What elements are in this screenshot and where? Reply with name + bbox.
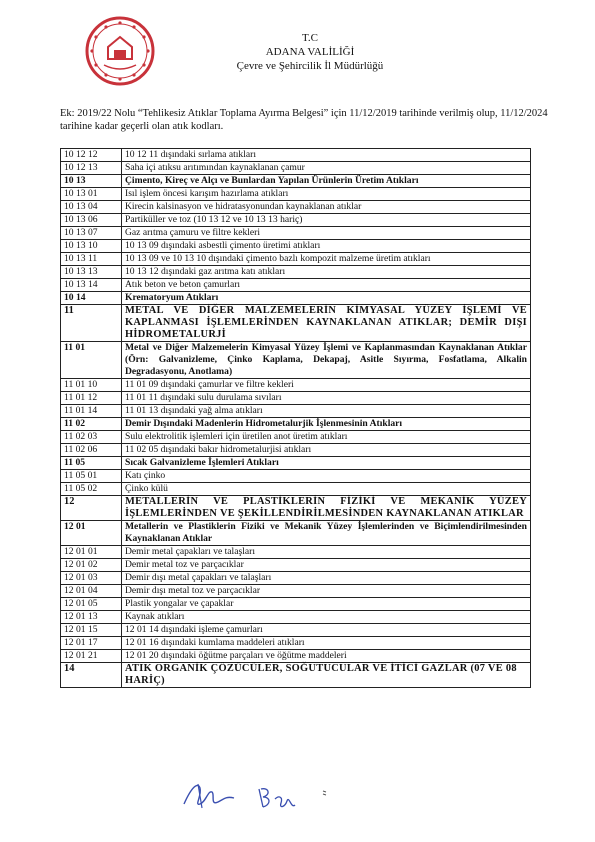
- waste-description: Sulu elektrolitik işlemleri için üretilen anot üretim atıkları: [122, 431, 531, 444]
- table-row: [61, 253, 531, 266]
- waste-code: 10 13 10: [61, 240, 122, 253]
- waste-description: Kaynak atıkları: [122, 611, 531, 624]
- waste-code: 11 02 06: [61, 444, 122, 457]
- waste-description: 11 01 09 dışındaki çamurlar ve filtre kekleri: [122, 379, 531, 392]
- table-row: [61, 162, 531, 175]
- ink-mark-icon: [322, 790, 327, 796]
- table-row: [61, 240, 531, 253]
- waste-description: METALLERİN VE PLASTİKLERİN FİZİKİ VE MEKANİK YÜZEY İŞLEMLERİNDEN VE ŞEKİLLENDİRİLMESİNDEN KAYNAKLANAN ATIKLAR: [122, 496, 531, 521]
- table-row: [61, 175, 531, 188]
- table-row: [61, 663, 531, 688]
- header-tc: T.C: [302, 32, 318, 44]
- waste-code: 12 01 03: [61, 572, 122, 585]
- waste-description: 12 01 16 dışındaki kumlama maddeleri atıkları: [122, 637, 531, 650]
- header-governorship: ADANA VALİLİĞİ: [265, 46, 355, 58]
- waste-code: 12 01 04: [61, 585, 122, 598]
- table-row: [61, 637, 531, 650]
- waste-code-table: [60, 148, 531, 688]
- table-row: [61, 266, 531, 279]
- table-row: [61, 444, 531, 457]
- table-row: [61, 214, 531, 227]
- table-row: [61, 201, 531, 214]
- signature-icon: [180, 778, 238, 812]
- table-row: [61, 546, 531, 559]
- waste-description: Metallerin ve Plastiklerin Fiziki ve Mekanik Yüzey İşlemlerinden ve Biçimlendirilmesinden Kaynaklanan Atıklar: [122, 521, 531, 546]
- waste-code: 12 01 21: [61, 650, 122, 663]
- table-row: [61, 559, 531, 572]
- waste-code: 11 05 02: [61, 483, 122, 496]
- table-row: [61, 392, 531, 405]
- waste-code: 12 01 15: [61, 624, 122, 637]
- table-row: [61, 292, 531, 305]
- table-row: [61, 279, 531, 292]
- waste-description: Partiküller ve toz (10 13 12 ve 10 13 13 hariç): [122, 214, 531, 227]
- table-row: [61, 405, 531, 418]
- waste-code: 11 02: [61, 418, 122, 431]
- header-directorate: Çevre ve Şehircilik İl Müdürlüğü: [236, 60, 384, 72]
- waste-code: 12: [61, 496, 122, 521]
- table-row: [61, 598, 531, 611]
- waste-description: Demir dışı metal toz ve parçacıklar: [122, 585, 531, 598]
- waste-description: Demir Dışındaki Madenlerin Hidrometalurjik İşlenmesinin Atıkları: [122, 418, 531, 431]
- waste-code: 12 01: [61, 521, 122, 546]
- waste-description: 10 12 11 dışındaki sırlama atıkları: [122, 149, 531, 162]
- table-row: [61, 470, 531, 483]
- table-row: [61, 650, 531, 663]
- waste-description: 12 01 14 dışındaki işleme çamurları: [122, 624, 531, 637]
- table-row: [61, 188, 531, 201]
- table-row: [61, 572, 531, 585]
- waste-code: 12 01 02: [61, 559, 122, 572]
- waste-code: 12 01 01: [61, 546, 122, 559]
- waste-description: Krematoryum Atıkları: [122, 292, 531, 305]
- table-row: [61, 457, 531, 470]
- waste-code: 11 01: [61, 342, 122, 379]
- table-row: [61, 611, 531, 624]
- waste-code: 10 13 06: [61, 214, 122, 227]
- waste-description: Kirecin kalsinasyon ve hidratasyonundan kaynaklanan atıklar: [122, 201, 531, 214]
- waste-description: 10 13 12 dışındaki gaz arıtma katı atıkları: [122, 266, 531, 279]
- intro-text: Ek: 2019/22 Nolu “Tehlikesiz Atıklar Toplama Ayırma Belgesi” için 11/12/2019 tarihinde verilmiş olup, 11/12/2024 tarihine kadar geçerli olan atık kodları.: [60, 108, 548, 132]
- waste-description: Demir dışı metal çapakları ve talaşları: [122, 572, 531, 585]
- waste-code: 11 02 03: [61, 431, 122, 444]
- table-row: [61, 379, 531, 392]
- waste-code: 11 01 14: [61, 405, 122, 418]
- waste-description: Demir metal çapakları ve talaşları: [122, 546, 531, 559]
- waste-code: 12 01 17: [61, 637, 122, 650]
- table-row: [61, 521, 531, 546]
- waste-code: 10 12 12: [61, 149, 122, 162]
- waste-description: Sıcak Galvanizleme İşlemleri Atıkları: [122, 457, 531, 470]
- waste-description: METAL VE DİĞER MALZEMELERİN KİMYASAL YÜZEY İŞLEMİ VE KAPLANMASI İŞLEMLERİNDEN KAYNAKLANAN ATIKLAR; DEMİR DIŞI HİDROMETALURJİ: [122, 305, 531, 342]
- waste-code: 10 13 13: [61, 266, 122, 279]
- waste-code: 10 12 13: [61, 162, 122, 175]
- waste-description: Katı çinko: [122, 470, 531, 483]
- waste-description: Çimento, Kireç ve Alçı ve Bunlardan Yapılan Ürünlerin Üretim Atıkları: [122, 175, 531, 188]
- waste-description: Plastik yongalar ve çapaklar: [122, 598, 531, 611]
- waste-description: Isıl işlem öncesi karışım hazırlama atıkları: [122, 188, 531, 201]
- waste-description: 11 02 05 dışındaki bakır hidrometalurjisi atıkları: [122, 444, 531, 457]
- waste-code: 10 13 04: [61, 201, 122, 214]
- waste-description: Gaz arıtma çamuru ve filtre kekleri: [122, 227, 531, 240]
- waste-description: ATIK ORGANİK ÇÖZÜCÜLER, SOĞUTUCULAR VE İTİCİ GAZLAR (07 VE 08 HARİÇ): [122, 663, 531, 688]
- table-row: [61, 483, 531, 496]
- waste-code: 10 13 14: [61, 279, 122, 292]
- waste-description: Çinko külü: [122, 483, 531, 496]
- waste-code: 12 01 05: [61, 598, 122, 611]
- waste-description: 10 13 09 ve 10 13 10 dışındaki çimento bazlı kompozit malzeme üretim atıkları: [122, 253, 531, 266]
- waste-description: Atık beton ve beton çamurları: [122, 279, 531, 292]
- table-row: [61, 418, 531, 431]
- waste-code: 11: [61, 305, 122, 342]
- waste-code: 11 01 10: [61, 379, 122, 392]
- table-row: [61, 624, 531, 637]
- table-row: [61, 342, 531, 379]
- signature-icon: [255, 783, 299, 813]
- waste-description: 11 01 13 dışındaki yağ alma atıkları: [122, 405, 531, 418]
- table-row: [61, 496, 531, 521]
- waste-code: 14: [61, 663, 122, 688]
- waste-description: Saha içi atıksu arıtımından kaynaklanan çamur: [122, 162, 531, 175]
- waste-description: Metal ve Diğer Malzemelerin Kimyasal Yüzey İşlemi ve Kaplanmasından Kaynaklanan Atıklar (Örn: Galvanizleme, Çinko Kaplama, Dekapaj, Asitle Sıyırma, Fosfatlama, Alkalin Degradasyonu, Anotlama): [122, 342, 531, 379]
- waste-code: 12 01 13: [61, 611, 122, 624]
- table-row: [61, 149, 531, 162]
- waste-code: 10 13: [61, 175, 122, 188]
- table-row: [61, 305, 531, 342]
- waste-description: Demir metal toz ve parçacıklar: [122, 559, 531, 572]
- waste-description: 12 01 20 dışındaki öğütme parçaları ve öğütme maddeleri: [122, 650, 531, 663]
- ministry-seal-icon: [84, 15, 156, 87]
- waste-description: 11 01 11 dışındaki sulu durulama sıvıları: [122, 392, 531, 405]
- waste-code: 10 13 01: [61, 188, 122, 201]
- waste-code: 11 05: [61, 457, 122, 470]
- waste-description: 10 13 09 dışındaki asbestli çimento üretimi atıkları: [122, 240, 531, 253]
- table-row: [61, 227, 531, 240]
- waste-code: 10 14: [61, 292, 122, 305]
- waste-code: 11 01 12: [61, 392, 122, 405]
- table-row: [61, 585, 531, 598]
- waste-code: 11 05 01: [61, 470, 122, 483]
- table-row: [61, 431, 531, 444]
- waste-code: 10 13 07: [61, 227, 122, 240]
- waste-code: 10 13 11: [61, 253, 122, 266]
